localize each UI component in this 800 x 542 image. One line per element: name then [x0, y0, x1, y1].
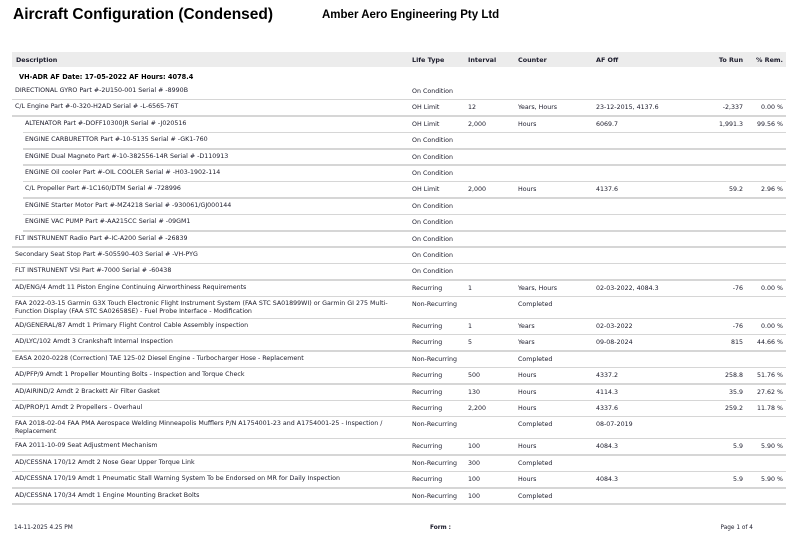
row-description: C/L Engine Part #-0-320-H2AD Serial # -L-6565-76T [15, 103, 179, 111]
row-to-run: 59.2 [728, 186, 743, 194]
row-interval: 130 [468, 388, 481, 396]
row-interval: 100 [468, 443, 481, 451]
table-row [0, 150, 800, 166]
table-row [0, 385, 800, 401]
table-header [12, 52, 786, 67]
row-life-type: Recurring [412, 388, 443, 396]
table-row [0, 264, 800, 280]
row-to-run: 5.9 [732, 443, 743, 451]
row-af-off: 4114.3 [596, 388, 619, 396]
table-row [0, 133, 800, 149]
row-description: ENGINE CARBURETTOR Part #-10-5135 Serial # -GK1-760 [25, 136, 208, 144]
table-row [0, 401, 800, 417]
col-description: Description [16, 56, 58, 64]
row-af-off: 23-12-2015, 4137.6 [596, 104, 659, 112]
row-counter: Hours [518, 388, 537, 396]
table-row [0, 417, 800, 439]
row-counter: Years, Hours [518, 104, 558, 112]
row-counter: Hours [518, 372, 537, 380]
row-life-type: Recurring [412, 405, 443, 413]
row-life-type: Recurring [412, 323, 443, 331]
row-to-run: 258.8 [724, 372, 743, 380]
row-pct-rem: 51.76 % [756, 372, 783, 380]
table-row [0, 352, 800, 368]
row-description: Secondary Seat Stop Part #-505590-403 Serial # -VH-PYG [15, 250, 198, 258]
row-pct-rem: 5.90 % [760, 443, 783, 451]
row-description: AD/CESSNA 170/34 Amdt 1 Engine Mounting Bracket Bolts [15, 491, 200, 499]
row-life-type: On Condition [412, 169, 453, 177]
row-life-type: Non-Recurring [412, 492, 458, 500]
row-life-type: Recurring [412, 443, 443, 451]
form-label: Form : [430, 525, 451, 531]
row-pct-rem: 2.96 % [760, 186, 783, 194]
row-description: AD/LYC/102 Amdt 3 Crankshaft Internal Inspection [15, 338, 173, 346]
row-description: FAA 2018-02-04 FAA PMA Aerospace Welding Minneapolis Mufflers P/N A1754001-23 and A1754001-25 - Inspection / Replacement [15, 420, 383, 436]
table-row [0, 199, 800, 215]
row-life-type: On Condition [412, 153, 453, 161]
row-counter: Completed [518, 301, 553, 309]
row-description: FAA 2011-10-09 Seat Adjustment Mechanism [15, 442, 158, 450]
row-to-run: -76 [732, 323, 743, 331]
table-row [0, 439, 800, 455]
table-row [0, 297, 800, 319]
aircraft-header: VH-ADR AF Date: 17-05-2022 AF Hours: 4078.4 [19, 73, 194, 81]
row-interval: 2,000 [468, 120, 487, 128]
row-af-off: 02-03-2022 [596, 323, 633, 331]
row-counter: Years, Hours [518, 284, 558, 292]
table-row [0, 182, 800, 198]
row-counter: Completed [518, 355, 553, 363]
table-row [0, 100, 800, 116]
table-row [0, 456, 800, 472]
row-counter: Completed [518, 459, 553, 467]
row-to-run: 1,991.3 [718, 120, 743, 128]
row-description: ENGINE Dual Magneto Part #-10-382556-14R Serial # -D110913 [25, 152, 229, 160]
row-life-type: On Condition [412, 137, 453, 145]
row-description: ENGINE Oil cooler Part #-OIL COOLER Serial # -H03-1902-114 [25, 168, 221, 176]
row-af-off: 4084.3 [596, 443, 619, 451]
row-counter: Years [518, 339, 535, 347]
row-description: FAA 2022-03-15 Garmin G3X Touch Electronic Flight Instrument System (FAA STC SA01899WI) or Garmin GI 275 Multi-Function Display (FAA STC SA02658SE) - Fuel Probe Interface - Modification [15, 300, 388, 315]
row-to-run: 259.2 [724, 405, 743, 413]
row-life-type: Recurring [412, 372, 443, 380]
row-counter: Hours [518, 120, 537, 128]
row-af-off: 09-08-2024 [596, 339, 633, 347]
row-interval: 2,200 [468, 405, 487, 413]
row-description: ENGINE Starter Motor Part #-MZ4218 Serial # -930061/GJ000144 [25, 201, 232, 209]
col-af-off: AF Off [596, 56, 619, 64]
row-af-off: 4337.2 [596, 372, 619, 380]
row-life-type: Non-Recurring [412, 459, 458, 467]
report-title: Aircraft Configuration (Condensed) [13, 6, 274, 23]
col-counter: Counter [518, 56, 547, 64]
row-life-type: OH Limit [412, 104, 440, 112]
table-row [0, 489, 800, 505]
row-life-type: On Condition [412, 202, 453, 210]
table-row [0, 472, 800, 488]
row-af-off: 08-07-2019 [596, 421, 633, 429]
row-af-off: 4337.6 [596, 405, 619, 413]
row-counter: Hours [518, 443, 537, 451]
row-description: AD/PROP/1 Amdt 2 Propellers - Overhaul [15, 404, 143, 412]
row-description: AD/ENG/4 Amdt 11 Piston Engine Continuing Airworthiness Requirements [15, 283, 247, 291]
row-pct-rem: 0.00 % [760, 323, 783, 331]
row-interval: 500 [468, 372, 481, 380]
row-life-type: On Condition [412, 88, 453, 95]
row-to-run: 35.9 [728, 388, 743, 396]
printed-date: 14-11-2025 4.25 PM [14, 525, 73, 531]
row-interval: 100 [468, 492, 481, 500]
row-life-type: On Condition [412, 235, 453, 243]
row-life-type: Non-Recurring [412, 301, 458, 309]
col-pct-rem: % Rem. [756, 56, 783, 64]
table-row [0, 281, 800, 297]
row-description: ENGINE VAC PUMP Part #-AA215CC Serial # -09GM1 [25, 218, 191, 226]
table-row [0, 215, 800, 231]
row-interval: 2,000 [468, 186, 487, 194]
table-row [0, 319, 800, 335]
table-row [0, 166, 800, 182]
table-row [0, 84, 800, 100]
row-pct-rem: 99.56 % [756, 120, 783, 128]
row-life-type: Recurring [412, 339, 443, 347]
row-pct-rem: 11.78 % [756, 405, 783, 413]
row-interval: 100 [468, 476, 481, 484]
company-name: Amber Aero Engineering Pty Ltd [322, 9, 500, 21]
row-counter: Hours [518, 186, 537, 194]
row-pct-rem: 44.66 % [756, 339, 783, 347]
row-interval: 300 [468, 459, 481, 467]
row-pct-rem: 0.00 % [760, 104, 783, 112]
row-pct-rem: 0.00 % [760, 284, 783, 292]
row-interval: 12 [468, 104, 477, 112]
row-description: DIRECTIONAL GYRO Part #-2U150-001 Serial # -8990B [15, 87, 189, 94]
row-description: AD/GENERAL/87 Amdt 1 Primary Flight Control Cable Assembly inspection [15, 322, 249, 330]
col-life-type: Life Type [412, 56, 445, 64]
col-interval: Interval [468, 56, 497, 64]
row-description: AD/PFP/9 Amdt 1 Propeller Mounting Bolts - Inspection and Torque Check [15, 371, 245, 379]
table-row [0, 232, 800, 248]
table-row [0, 368, 800, 384]
row-life-type: On Condition [412, 268, 453, 276]
row-life-type: Recurring [412, 476, 443, 484]
row-interval: 5 [468, 339, 473, 347]
row-description: EASA 2020-0228 (Correction) TAE 125-02 Diesel Engine - Turbocharger Hose - Replacement [15, 354, 304, 362]
row-counter: Completed [518, 421, 553, 429]
row-af-off: 4137.6 [596, 186, 619, 194]
row-af-off: 6069.7 [596, 120, 619, 128]
row-counter: Hours [518, 476, 537, 484]
table-row [0, 248, 800, 264]
row-life-type: Recurring [412, 284, 443, 292]
table-body [0, 84, 800, 505]
row-af-off: 02-03-2022, 4084.3 [596, 284, 659, 292]
row-interval: 1 [468, 323, 473, 331]
row-description: FLT INSTRUNENT Radio Part #-IC-A200 Serial # -26839 [15, 234, 188, 242]
row-description: C/L Propeller Part #-1C160/DTM Serial # -728996 [25, 185, 181, 193]
row-interval: 1 [468, 284, 473, 292]
row-description: ALTENATOR Part #-DOFF10300JR Serial # -J020516 [25, 119, 187, 127]
row-life-type: On Condition [412, 251, 453, 259]
row-life-type: OH Limit [412, 186, 440, 194]
table-row [0, 117, 800, 133]
row-counter: Hours [518, 405, 537, 413]
row-description: AD/CESSNA 170/19 Amdt 1 Pneumatic Stall Warning System To be Endorsed on MR for Daily Inspection [15, 475, 340, 483]
row-to-run: -2,337 [722, 104, 743, 112]
row-to-run: 5.9 [732, 476, 743, 484]
row-counter: Completed [518, 492, 553, 500]
row-life-type: On Condition [412, 219, 453, 227]
row-divider [12, 503, 786, 505]
row-pct-rem: 27.62 % [756, 388, 783, 396]
row-to-run: -76 [732, 284, 743, 292]
row-to-run: 815 [730, 339, 743, 347]
row-description: FLT INSTRUNENT VSI Part #-7000 Serial # -60438 [15, 267, 172, 275]
page-number: Page 1 of 4 [720, 525, 753, 531]
row-life-type: OH Limit [412, 120, 440, 128]
row-life-type: Non-Recurring [412, 421, 458, 429]
row-counter: Years [518, 323, 535, 331]
row-af-off: 4084.3 [596, 476, 619, 484]
table-row [0, 335, 800, 351]
col-to-run: To Run [718, 56, 743, 64]
row-life-type: Non-Recurring [412, 355, 458, 363]
row-description: AD/CESSNA 170/12 Amdt 2 Nose Gear Upper Torque Link [15, 458, 195, 466]
row-pct-rem: 5.90 % [760, 476, 783, 484]
row-description: AD/AIRIND/2 Amdt 2 Brackett Air Filter Gasket [15, 387, 160, 395]
